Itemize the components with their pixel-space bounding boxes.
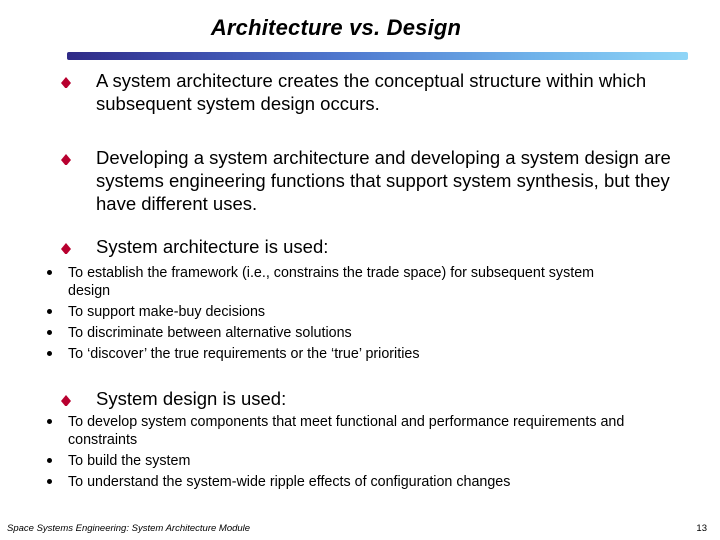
list-item xyxy=(68,303,628,321)
sub-bullet-list-design xyxy=(68,413,628,494)
list-item xyxy=(68,264,628,300)
list-item-text: To establish the framework (i.e., constrains the trade space) for subsequent system design xyxy=(68,265,595,299)
round-bullet-icon xyxy=(47,479,52,484)
diamond-bullet-icon xyxy=(60,76,72,88)
title-underline-gradient-bar xyxy=(67,52,688,60)
footer-module-name: Space Systems Engineering: System Architecture Module xyxy=(7,523,251,534)
sub-bullet-list-architecture xyxy=(68,264,628,366)
bullet-text: Developing a system architecture and developing a system design are systems engineering functions that support system synthesis, but they have different uses. xyxy=(96,147,671,214)
bullet-text: System design is used: xyxy=(96,388,287,409)
diamond-bullet-icon xyxy=(60,153,72,165)
list-item xyxy=(68,452,628,470)
list-item-text: To discriminate between alternative solutions xyxy=(68,325,352,341)
list-item xyxy=(68,345,628,363)
round-bullet-icon xyxy=(47,309,52,314)
list-item-text: To understand the system-wide ripple effects of configuration changes xyxy=(68,474,511,490)
diamond-bullet-icon xyxy=(60,394,72,406)
list-item-text: To support make-buy decisions xyxy=(68,304,266,320)
bullet-text: System architecture is used: xyxy=(96,236,329,257)
round-bullet-icon xyxy=(47,270,52,275)
list-item-text: To build the system xyxy=(68,453,191,469)
round-bullet-icon xyxy=(47,419,52,424)
bullet-text: A system architecture creates the conceptual structure within which subsequent system design occurs. xyxy=(96,70,647,114)
list-item xyxy=(68,413,628,449)
list-item-text: To develop system components that meet functional and performance requirements and constraints xyxy=(68,414,625,448)
list-item-text: To ‘discover’ the true requirements or the ‘true’ priorities xyxy=(68,346,420,362)
page-number: 13 xyxy=(696,523,707,534)
list-item xyxy=(68,324,628,342)
slide-title: Architecture vs. Design xyxy=(210,15,462,40)
diamond-bullet-icon xyxy=(60,242,72,254)
round-bullet-icon xyxy=(47,330,52,335)
round-bullet-icon xyxy=(47,458,52,463)
list-item xyxy=(68,473,628,491)
round-bullet-icon xyxy=(47,351,52,356)
